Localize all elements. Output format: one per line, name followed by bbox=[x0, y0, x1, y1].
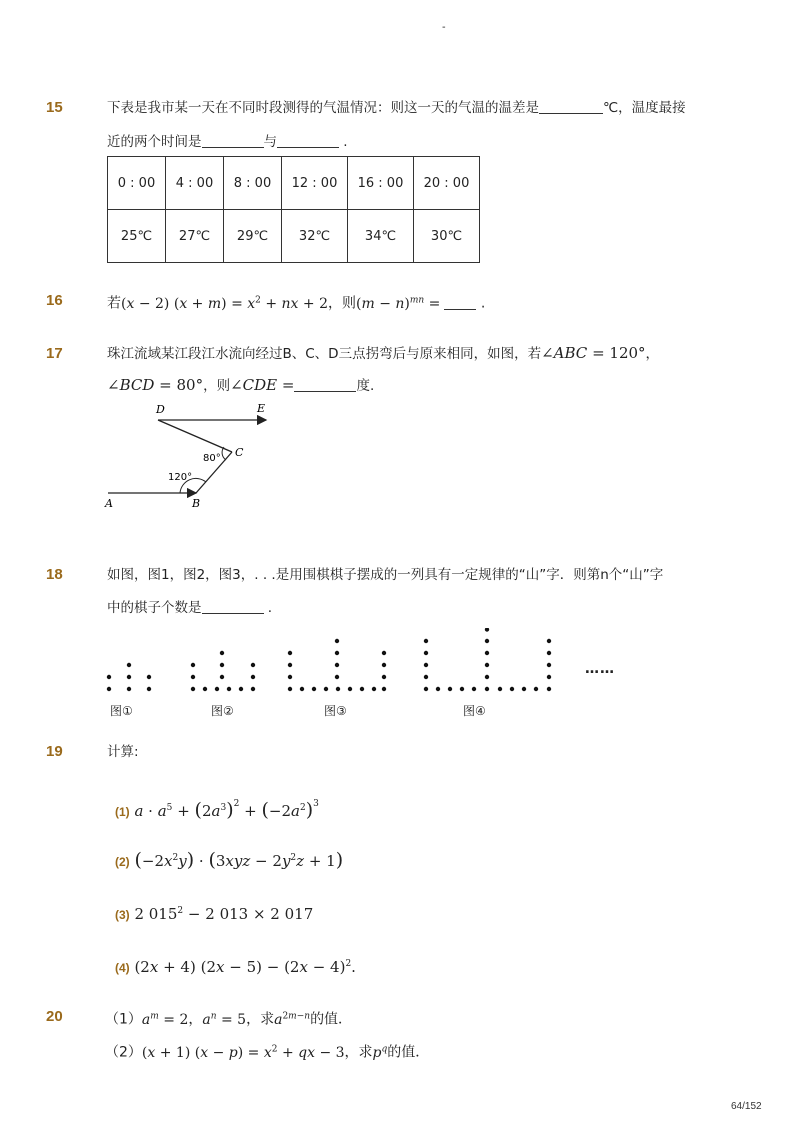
q17-angle-abc: ∠ABC = 120° bbox=[541, 344, 646, 362]
table-cell: 16 : 00 bbox=[348, 157, 414, 210]
river-figure bbox=[100, 398, 280, 513]
table-cell: 30℃ bbox=[414, 210, 480, 263]
q19-title: 计算: bbox=[107, 744, 139, 760]
table-cell: 27℃ bbox=[166, 210, 224, 263]
q18-line2 bbox=[107, 598, 272, 618]
table-cell: 0 : 00 bbox=[108, 157, 166, 210]
table-cell: 12 : 00 bbox=[282, 157, 348, 210]
part-label-2: (2) bbox=[115, 855, 130, 869]
segment-cd bbox=[158, 420, 232, 452]
label-angle-b: 120° bbox=[168, 472, 193, 483]
q16-text-pre: 若 bbox=[107, 295, 121, 312]
question-number-20: 20 bbox=[46, 1008, 63, 1025]
q18-line1: 如图，图1，图2，图3，. . .是用围棋棋子摆成的一列具有一定规律的“山”字．则第n个“山”字 bbox=[107, 567, 664, 583]
ellipsis: …… bbox=[585, 661, 615, 677]
q18-blank bbox=[202, 599, 264, 614]
q17-line1: 珠江流域某江段江水流向经过B、C、D三点拐弯后与原来相同，如图，若∠ABC = 120°， bbox=[107, 344, 660, 362]
q16-equation: (x − 2) $(x + m) = x^2$ + nx + 2 bbox=[121, 295, 328, 312]
q20-part-2 bbox=[105, 1039, 429, 1063]
figure-label-3: 图③ bbox=[324, 704, 347, 718]
figure-2-stones bbox=[191, 651, 255, 691]
q20-target-1: $a^{2m-n}$ bbox=[274, 1011, 311, 1028]
q16-text-end: . bbox=[480, 295, 486, 312]
q19-part-1 bbox=[115, 792, 319, 824]
q15-text-c: 近的两个时间是 bbox=[107, 134, 202, 150]
q20-text-end-1: 的值． bbox=[310, 1011, 353, 1028]
q18-text-b: . bbox=[267, 600, 273, 616]
expression-4: (2x + 4) $(2x - 5) - (2x - 4)^2$. bbox=[134, 958, 356, 976]
table-cell: 29℃ bbox=[224, 210, 282, 263]
expression-3: 2 $015^2 - 2$ 013 × 2 017 bbox=[134, 905, 314, 923]
q19-part-3 bbox=[115, 899, 313, 927]
figure-3-stones bbox=[288, 639, 386, 691]
label-angle-c: 80° bbox=[203, 453, 221, 464]
part-label-1: (1) bbox=[115, 805, 130, 819]
q19-part-4 bbox=[115, 952, 356, 980]
table-cell: 25℃ bbox=[108, 210, 166, 263]
q20-part-1: $(1)a^m = 2$，$a^n = 5$，求$a^{2m-n}$的值． bbox=[105, 1011, 353, 1028]
header-mark: - bbox=[442, 22, 446, 33]
q19-part-2 bbox=[115, 846, 343, 874]
figure-label-4: 图④ bbox=[463, 704, 486, 718]
figure-4-stones bbox=[424, 628, 551, 691]
table-cell: 4 : 00 bbox=[166, 157, 224, 210]
q16-text-sep: ，则 bbox=[328, 295, 356, 312]
label-c: C bbox=[235, 446, 244, 459]
table-row-times bbox=[108, 157, 480, 210]
q20-condition-2: $a^n = 5$ bbox=[202, 1011, 247, 1028]
question-number-16: 16 bbox=[46, 292, 63, 309]
q15-text-b: ℃，温度最接 bbox=[603, 100, 686, 116]
part-label-4: (4) bbox=[115, 961, 130, 975]
q16-expression: $(m - n)^{mn}$ = bbox=[356, 295, 441, 312]
table-cell: 32℃ bbox=[282, 210, 348, 263]
q20-text-ask-2: ，求 bbox=[344, 1044, 373, 1061]
temperature-table bbox=[107, 156, 480, 263]
q15-text-a: 下表是我市某一天在不同时段测得的气温情况：则这一天的气温的温差是 bbox=[107, 100, 539, 116]
q20-label-1: （1） bbox=[105, 1011, 142, 1028]
q15-blank-diff bbox=[539, 99, 603, 114]
q17-text-b: ，则 bbox=[203, 378, 231, 394]
q16-line bbox=[107, 290, 485, 314]
question-number-15: 15 bbox=[46, 99, 63, 116]
q20-text-end-2: 的值． bbox=[387, 1044, 430, 1061]
q17-blank bbox=[294, 377, 356, 392]
q20-text-ask-1: ，求 bbox=[246, 1011, 275, 1028]
q17-text-a: 珠江流域某江段江水流向经过B、C、D三点拐弯后与原来相同，如图，若 bbox=[107, 346, 542, 362]
q15-line2 bbox=[107, 132, 348, 152]
q20-label-2: （2） bbox=[105, 1044, 142, 1061]
q17-angle-cde: ∠CDE = bbox=[230, 376, 295, 394]
q16-blank bbox=[444, 295, 476, 310]
label-e: E bbox=[257, 402, 266, 415]
question-number-19: 19 bbox=[46, 743, 63, 760]
q15-blank-time2 bbox=[277, 133, 339, 148]
table-cell: 8 : 00 bbox=[224, 157, 282, 210]
q20-target-2: $p^q$ bbox=[372, 1044, 388, 1061]
label-b: B bbox=[192, 497, 201, 510]
q18-text-a: 中的棋子个数是 bbox=[107, 600, 202, 616]
label-d: D bbox=[156, 403, 165, 416]
expression-1: $a \cdot a^5 + (2a^3)^2 + (-2a^2)^3$ bbox=[134, 799, 319, 821]
table-row-temps bbox=[108, 210, 480, 263]
q20-equation: (x + 1) $(x - p) = x^2$ + qx − 3 bbox=[141, 1044, 345, 1061]
page-number: 64/152 bbox=[731, 1101, 762, 1112]
q15-text-d: 与 bbox=[263, 134, 277, 150]
figure-1-stones bbox=[107, 663, 151, 691]
question-number-17: 17 bbox=[46, 345, 63, 362]
q15-line1 bbox=[107, 98, 686, 118]
q15-blank-time1 bbox=[202, 133, 264, 148]
q20-condition-1: $a^m = 2$ bbox=[141, 1011, 189, 1028]
figure-label-2: 图② bbox=[211, 704, 234, 718]
q17-line2 bbox=[107, 375, 374, 396]
q17-angle-bcd: ∠BCD = 80° bbox=[107, 376, 204, 394]
label-a: A bbox=[105, 497, 113, 510]
q17-text-c: 度. bbox=[356, 378, 375, 394]
part-label-3: (3) bbox=[115, 908, 130, 922]
table-cell: 34℃ bbox=[348, 210, 414, 263]
expression-2: $(-2x^2y) \cdot (3xyz - 2y^2z + 1)$ bbox=[134, 849, 344, 871]
stone-pattern-figure bbox=[100, 628, 560, 698]
table-cell: 20 : 00 bbox=[414, 157, 480, 210]
question-number-18: 18 bbox=[46, 566, 63, 583]
q15-text-e: . bbox=[343, 134, 348, 150]
figure-label-1: 图① bbox=[110, 704, 133, 718]
